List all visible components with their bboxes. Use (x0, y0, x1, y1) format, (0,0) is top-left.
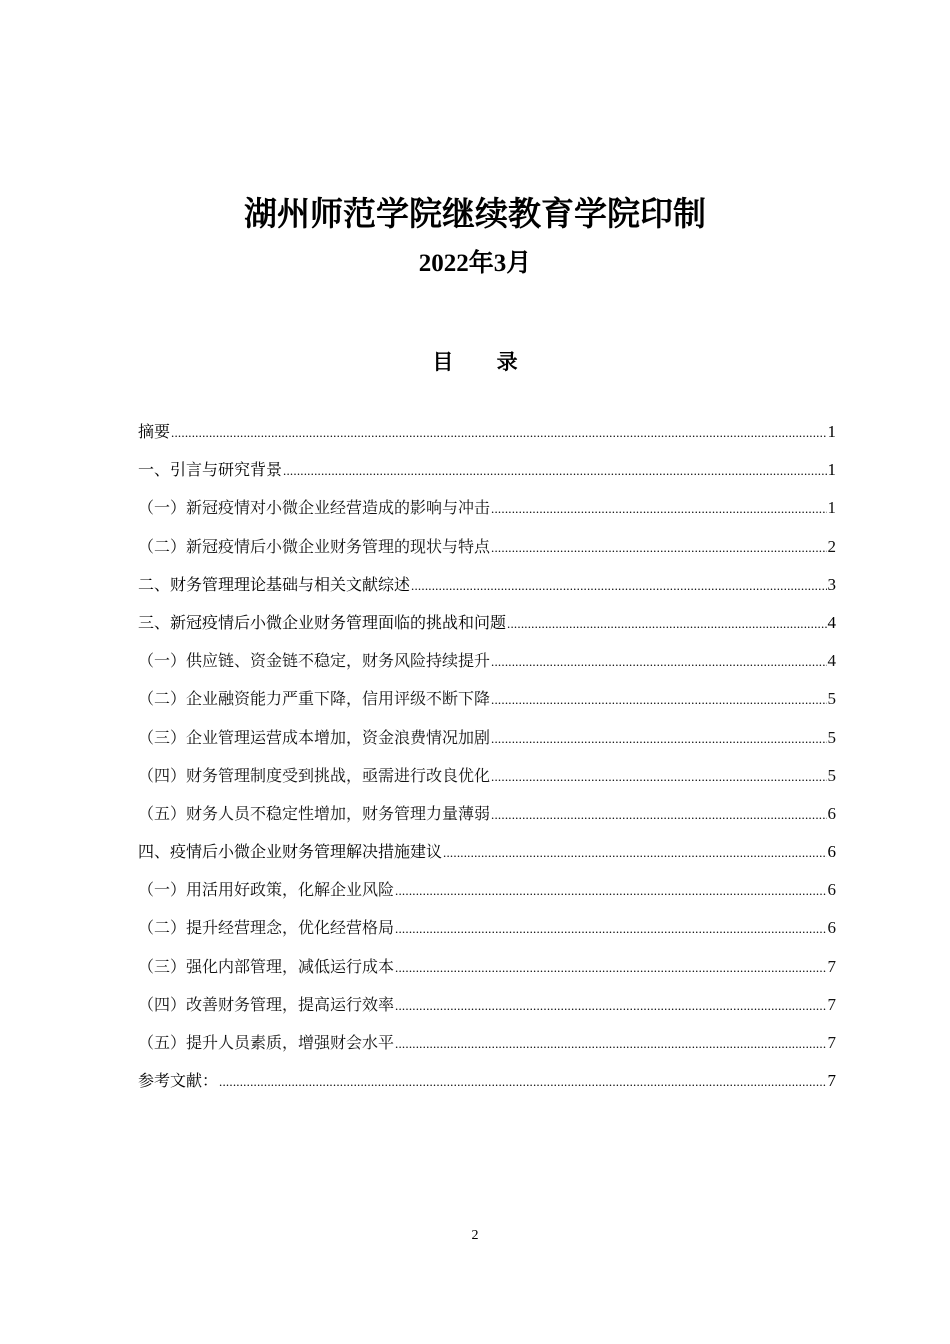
toc-entry-label: 一、引言与研究背景 (138, 460, 283, 480)
toc-entry-label: （三）强化内部管理，减低运行成本 (138, 956, 395, 976)
toc-entry-label: （一）新冠疫情对小微企业经营造成的影响与冲击 (138, 498, 491, 518)
toc-entry[interactable] (138, 992, 836, 1030)
toc-leader-dots (171, 420, 826, 446)
toc-leader-dots (491, 802, 826, 828)
toc-entry[interactable] (138, 801, 836, 839)
toc-entry-label: 摘要 (138, 422, 171, 441)
print-date: 2022年3月 (418, 250, 532, 277)
toc-leader-dots (443, 840, 826, 866)
toc-entry[interactable] (138, 495, 836, 533)
toc-leader-dots (491, 687, 826, 713)
toc-entry-page: 6 (827, 880, 836, 900)
toc-leader-dots (491, 496, 826, 522)
toc-entry-label: （四）财务管理制度受到挑战，亟需进行改良优化 (138, 765, 491, 785)
toc-entry-label: （五）提升人员素质，增强财会水平 (138, 1033, 395, 1052)
toc-entry-page: 7 (827, 956, 836, 976)
toc-leader-dots (491, 535, 826, 561)
toc-heading: 目 录 (432, 350, 536, 374)
institution-title: 湖州师范学院继续教育学院印制 (244, 194, 706, 233)
toc-entry-label: （五）财务人员不稳定性增加，财务管理力量薄弱 (138, 803, 491, 823)
toc-leader-dots (283, 458, 826, 484)
toc-entry[interactable] (138, 572, 836, 610)
toc-entry-label: 参考文献： (138, 1071, 219, 1091)
toc-leader-dots (395, 955, 826, 981)
toc-entry-page: 4 (827, 651, 836, 671)
toc-entry-label: （三）企业管理运营成本增加，资金浪费情况加剧 (138, 727, 491, 747)
toc-entry-label: （一）用活用好政策，化解企业风险 (138, 880, 395, 900)
table-of-contents (138, 419, 836, 1106)
toc-leader-dots (491, 764, 826, 790)
toc-entry-page: 5 (827, 689, 836, 709)
toc-entry-label: 三、新冠疫情后小微企业财务管理面临的挑战和问题 (138, 612, 507, 632)
toc-entry-label: （二）企业融资能力严重下降，信用评级不断下降 (138, 689, 491, 709)
toc-leader-dots (491, 726, 826, 752)
toc-leader-dots (395, 878, 826, 904)
toc-entry-page: 4 (827, 612, 836, 632)
toc-leader-dots (395, 916, 826, 942)
toc-entry-page: 7 (827, 994, 836, 1014)
toc-entry-label: 四、疫情后小微企业财务管理解决措施建议 (138, 842, 443, 862)
toc-entry-page: 3 (827, 574, 836, 594)
toc-entry[interactable] (138, 839, 836, 877)
toc-entry[interactable] (138, 1068, 836, 1106)
toc-entry[interactable] (138, 419, 836, 457)
toc-entry-page: 6 (827, 918, 836, 938)
toc-entry-page: 1 (827, 422, 836, 441)
toc-entry-page: 1 (827, 460, 836, 480)
toc-entry[interactable] (138, 954, 836, 992)
toc-entry-page: 6 (827, 842, 836, 862)
toc-leader-dots (219, 1069, 826, 1095)
document-header (0, 192, 950, 282)
toc-leader-dots (411, 573, 826, 599)
toc-leader-dots (395, 993, 826, 1019)
toc-entry-label: （一）供应链、资金链不稳定，财务风险持续提升 (138, 651, 491, 671)
page-number: 2 (471, 1228, 479, 1243)
toc-entry[interactable] (138, 648, 836, 686)
toc-leader-dots (507, 611, 826, 637)
toc-entry[interactable] (138, 763, 836, 801)
toc-entry-label: （二）提升经营理念，优化经营格局 (138, 918, 395, 938)
toc-entry[interactable] (138, 534, 836, 572)
toc-entry-page: 1 (827, 498, 836, 518)
toc-entry-page: 2 (827, 536, 836, 556)
toc-entry-page: 6 (827, 803, 836, 823)
toc-entry[interactable] (138, 915, 836, 953)
toc-entry-page: 5 (827, 765, 836, 785)
toc-entry-page: 5 (827, 727, 836, 747)
toc-entry[interactable] (138, 457, 836, 495)
toc-leader-dots (395, 1031, 826, 1057)
toc-entry-page: 7 (827, 1071, 836, 1091)
toc-entry[interactable] (138, 725, 836, 763)
toc-entry[interactable] (138, 686, 836, 724)
toc-entry-label: （二）新冠疫情后小微企业财务管理的现状与特点 (138, 536, 491, 556)
toc-entry-page: 7 (827, 1033, 836, 1052)
toc-entry-label: 二、财务管理理论基础与相关文献综述 (138, 574, 411, 594)
toc-leader-dots (491, 649, 826, 675)
toc-entry[interactable] (138, 1030, 836, 1068)
toc-entry[interactable] (138, 610, 836, 648)
toc-entry-label: （四）改善财务管理，提高运行效率 (138, 994, 395, 1014)
toc-entry[interactable] (138, 877, 836, 915)
